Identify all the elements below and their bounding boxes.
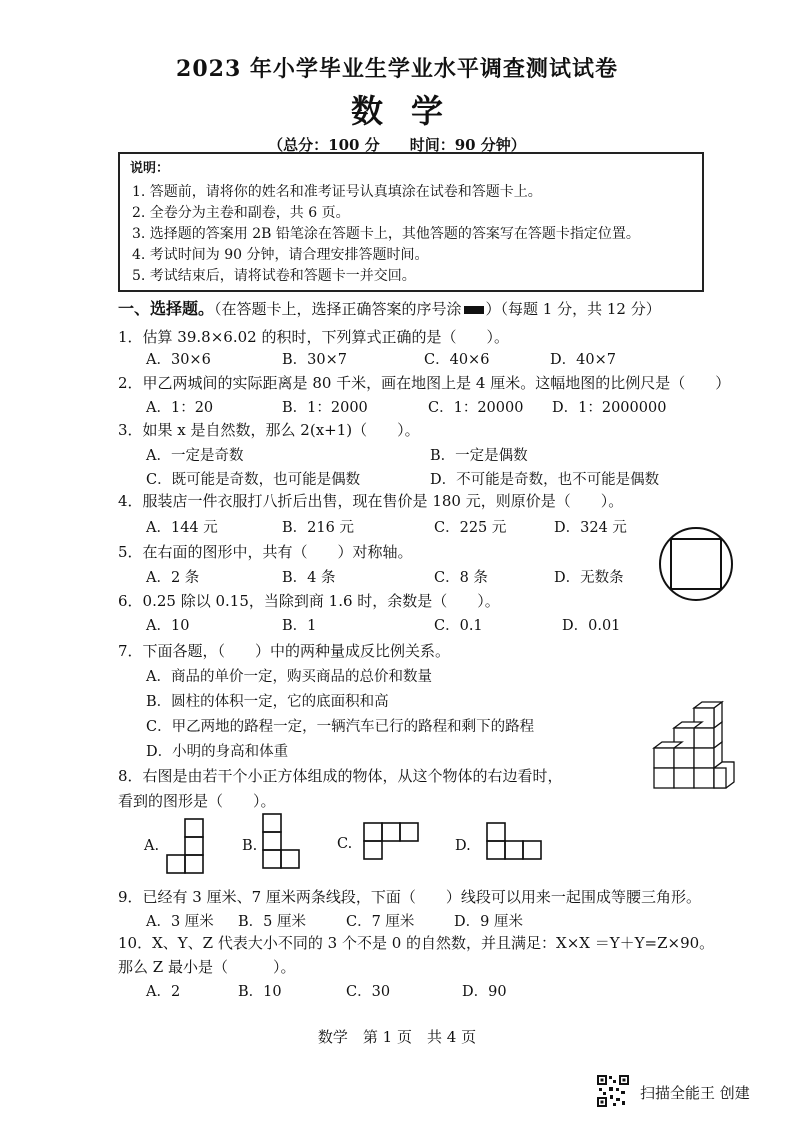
section-instruction: （在答题卡上，选择正确答案的序号涂 <box>214 300 462 318</box>
question-stem: 2．甲乙两城间的实际距离是 80 千米，画在地图上是 4 厘米。这幅地图的比例尺是（ ） <box>118 374 731 392</box>
option: A．3 厘米 <box>146 914 214 930</box>
question-stem-cont: 看到的图形是（ ）。 <box>118 792 276 810</box>
view-option-d <box>485 822 545 866</box>
option: C．1：20000 <box>428 400 524 416</box>
question-stem: 10．X、Y、Z 代表大小不同的 3 个不是 0 的自然数，并且满足：X×X ＝Y＋Y=Z×90。 <box>118 934 715 952</box>
option: D．324 元 <box>554 520 627 536</box>
instructions-box <box>118 152 704 292</box>
option: D．90 <box>462 984 507 1000</box>
option: C. <box>337 836 353 852</box>
view-option-c <box>362 822 422 864</box>
section-heading <box>118 296 661 319</box>
section-title: 一、选择题。 <box>118 299 215 318</box>
question-stem: 6．0.25 除以 0.15，当除到商 1.6 时，余数是（ ）。 <box>118 592 500 610</box>
option: A．30×6 <box>146 352 211 368</box>
instruction-line: 4. 考试时间为 90 分钟，请合理安排答题时间。 <box>132 247 429 263</box>
option: D．无数条 <box>554 570 624 586</box>
view-option-b <box>261 813 305 871</box>
option: C．7 厘米 <box>346 914 415 930</box>
option: A．2 条 <box>146 570 200 586</box>
option: B．10 <box>238 984 282 1000</box>
view-option-a <box>165 818 205 876</box>
option: B. <box>242 838 258 854</box>
option: A．一定是奇数 <box>146 448 244 464</box>
option: D. <box>455 838 471 854</box>
option: C．既可能是奇数，也可能是偶数 <box>146 472 361 488</box>
option: B．圆柱的体积一定，它的底面积和高 <box>146 694 389 710</box>
cube-stack-figure <box>652 698 736 790</box>
option: B．216 元 <box>282 520 354 536</box>
option: C．8 条 <box>434 570 488 586</box>
option: A．10 <box>146 618 190 634</box>
option: C．40×6 <box>424 352 490 368</box>
option: A．1：20 <box>146 400 214 416</box>
option: D．小明的身高和体重 <box>146 744 289 760</box>
question-stem: 1．估算 39.8×6.02 的积时，下列算式正确的是（ ）。 <box>118 328 509 346</box>
option: A. <box>144 838 160 854</box>
option: B．一定是偶数 <box>430 448 528 464</box>
option: C．0.1 <box>434 618 483 634</box>
option: C．225 元 <box>434 520 507 536</box>
option: A．2 <box>146 984 181 1000</box>
question-stem: 4．服装店一件衣服打八折后出售，现在售价是 180 元，则原价是（ ）。 <box>118 492 624 510</box>
option: B．30×7 <box>282 352 347 368</box>
option: C．30 <box>346 984 391 1000</box>
question-stem: 8．右图是由若干个小正方体组成的物体，从这个物体的右边看时， <box>118 767 563 785</box>
option: A．144 元 <box>146 520 218 536</box>
scanner-brand: 扫描全能王 创建 <box>640 1084 750 1102</box>
qr-code-icon <box>596 1074 630 1108</box>
option: D．1：2000000 <box>552 400 667 416</box>
question-stem: 9．已经有 3 厘米、7 厘米两条线段，下面（ ）线段可以用来一起围成等腰三角形。 <box>118 888 701 906</box>
option: D．不可能是奇数，也不可能是偶数 <box>430 472 660 488</box>
option: D．0.01 <box>562 618 621 634</box>
exam-title: 2023 年小学毕业生学业水平调查测试试卷 <box>176 56 618 82</box>
instruction-line: 1. 答题前，请将你的姓名和准考证号认真填涂在试卷和答题卡上。 <box>132 184 542 200</box>
option: C．甲乙两地的路程一定，一辆汽车已行的路程和剩下的路程 <box>146 719 535 735</box>
instruction-line: 5. 考试结束后，请将试卷和答题卡一并交回。 <box>132 268 416 284</box>
option: B．1 <box>282 618 317 634</box>
instruction-line: 2. 全卷分为主卷和副卷，共 6 页。 <box>132 205 350 221</box>
question-stem-cont: 那么 Z 最小是（ ）。 <box>118 958 296 976</box>
question-stem: 7．下面各题，（ ）中的两种量成反比例关系。 <box>118 642 451 660</box>
instructions-title: 说明： <box>130 161 170 176</box>
fill-mark-icon <box>464 306 484 314</box>
page-footer: 数学 第 1 页 共 4 页 <box>317 1028 477 1046</box>
subject-title: 数学 <box>350 92 471 130</box>
option: B．4 条 <box>282 570 336 586</box>
section-scoring: ）（每题 1 分，共 12 分） <box>485 300 661 318</box>
option: B．1：2000 <box>282 400 368 416</box>
option: D．9 厘米 <box>454 914 523 930</box>
circle-square-figure <box>656 524 736 604</box>
instruction-line: 3. 选择题的答案用 2B 铅笔涂在答题卡上，其他答题的答案写在答题卡指定位置。 <box>132 226 640 242</box>
question-stem: 3．如果 x 是自然数，那么 2(x+1)（ ）。 <box>118 421 420 439</box>
option: D．40×7 <box>550 352 616 368</box>
question-stem: 5．在右面的图形中，共有（ ）对称轴。 <box>118 543 413 561</box>
option: A．商品的单价一定，购买商品的总价和数量 <box>146 669 432 685</box>
option: B．5 厘米 <box>238 914 306 930</box>
exam-meta: （总分：100 分 时间：90 分钟） <box>268 136 526 154</box>
